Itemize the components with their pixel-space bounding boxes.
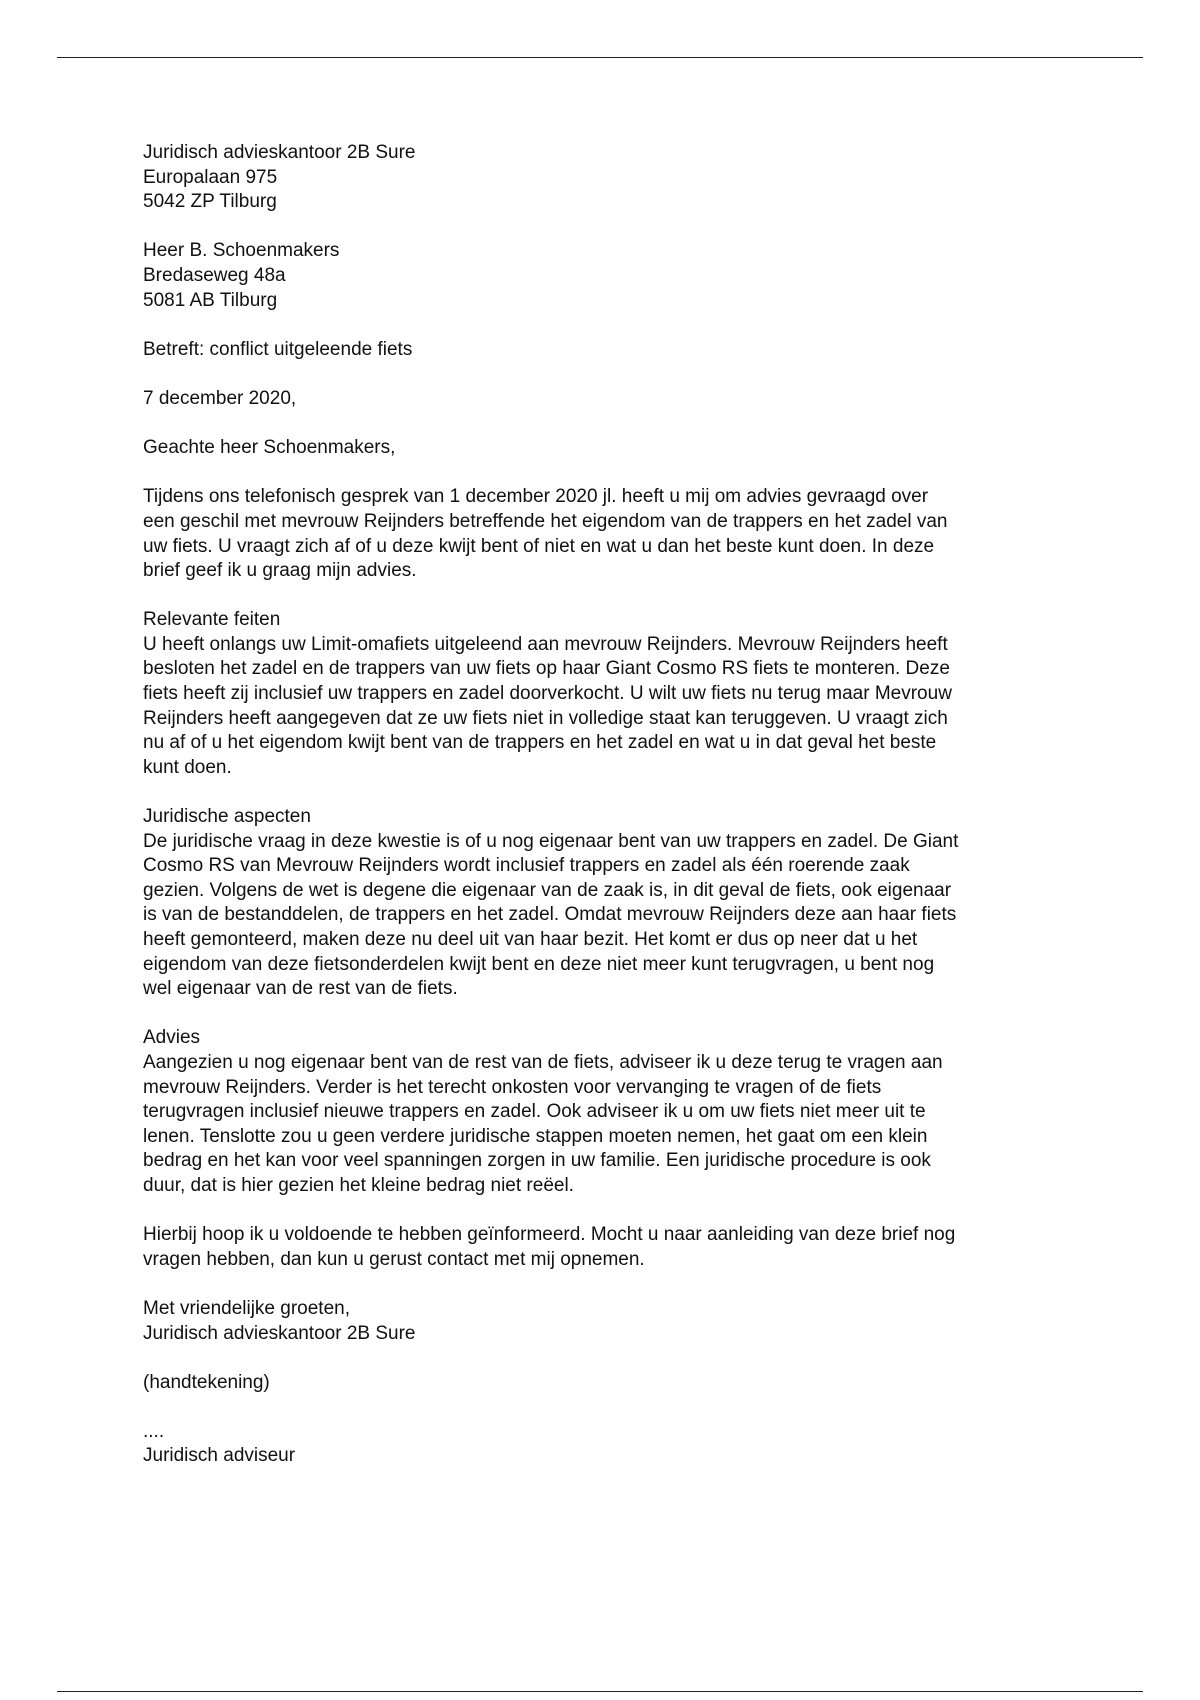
paragraph-line: een geschil met mevrouw Reijnders betreffende het eigendom van de trappers en het zadel van xyxy=(143,510,948,532)
advice-section xyxy=(143,1026,1073,1198)
paragraph-line: kunt doen. xyxy=(143,756,232,778)
date-text: 7 december 2020, xyxy=(143,387,297,409)
salutation xyxy=(143,436,1073,461)
paragraph-line: bedrag en het kan voor veel spanningen zorgen in uw familie. Een juridische procedure is ook xyxy=(143,1150,931,1172)
paragraph-line: wel eigenaar van de rest van de fiets. xyxy=(143,978,458,1000)
signature-text: (handtekening) xyxy=(143,1371,270,1393)
intro-paragraph xyxy=(143,485,1073,583)
paragraph-line: brief geef ik u graag mijn advies. xyxy=(143,560,417,582)
paragraph-line: uw fiets. U vraagt zich af of u deze kwijt bent of niet en wat u dan het beste kunt doen. In deze xyxy=(143,535,935,557)
signer-dots: .... xyxy=(143,1420,165,1442)
recipient-city: 5081 AB Tilburg xyxy=(143,289,278,311)
top-rule xyxy=(57,57,1143,58)
paragraph-line: nu af of u het eigendom kwijt bent van de trappers en het zadel en wat u in dat geval het beste xyxy=(143,732,937,754)
letter-date xyxy=(143,387,1073,412)
paragraph-line: De juridische vraag in deze kwestie is of u nog eigenaar bent van uw trappers en zadel. De Giant xyxy=(143,830,959,852)
paragraph-line: besloten het zadel en de trappers van uw fiets op haar Giant Cosmo RS fiets te monteren. Deze xyxy=(143,658,950,680)
section-heading-advice: Advies xyxy=(143,1027,201,1049)
sender-address xyxy=(143,141,1073,215)
paragraph-line: duur, dat is hier gezien het kleine bedrag niet reëel. xyxy=(143,1174,574,1196)
paragraph-line: Aangezien u nog eigenaar bent van de rest van de fiets, adviseer ik u deze terug te vragen aan xyxy=(143,1051,943,1073)
closing-paragraph xyxy=(143,1223,1073,1272)
letter-body xyxy=(143,141,1073,1494)
paragraph-line: heeft gemonteerd, maken deze nu deel uit van haar bezit. Het komt er dus op neer dat u het xyxy=(143,929,918,950)
company-name: Juridisch advieskantoor 2B Sure xyxy=(143,1322,416,1344)
signature-placeholder xyxy=(143,1371,1073,1396)
signoff-greeting xyxy=(143,1297,1073,1346)
paragraph-line: mevrouw Reijnders. Verder is het terecht onkosten voor vervanging te vragen of de fiets xyxy=(143,1076,882,1098)
signer-block xyxy=(143,1420,1073,1469)
paragraph-line: lenen. Tenslotte zou u geen verdere juridische stappen moeten nemen, het gaat om een klein xyxy=(143,1125,928,1147)
sender-city: 5042 ZP Tilburg xyxy=(143,191,277,213)
section-heading-legal: Juridische aspecten xyxy=(143,806,311,828)
signer-title: Juridisch adviseur xyxy=(143,1445,296,1467)
section-heading-facts: Relevante feiten xyxy=(143,609,281,631)
paragraph-line: fiets heeft zij inclusief uw trappers en zadel doorverkocht. U wilt uw fiets nu terug maar Mevrouw xyxy=(143,683,952,705)
recipient-name: Heer B. Schoenmakers xyxy=(143,240,340,262)
subject-line xyxy=(143,338,1073,363)
paragraph-line: is van de bestanddelen, de trappers en het zadel. Omdat mevrouw Reijnders deze aan haar fiets xyxy=(143,904,957,926)
recipient-street: Bredaseweg 48a xyxy=(143,264,286,286)
paragraph-line: Tijdens ons telefonisch gesprek van 1 december 2020 jl. heeft u mij om advies gevraagd over xyxy=(143,486,929,508)
bottom-rule xyxy=(57,1691,1143,1692)
subject-text: Betreft: conflict uitgeleende fiets xyxy=(143,338,413,360)
sender-name: Juridisch advieskantoor 2B Sure xyxy=(143,142,416,163)
sender-street: Europalaan 975 xyxy=(143,166,278,188)
facts-section xyxy=(143,608,1073,780)
paragraph-line: gezien. Volgens de wet is degene die eigenaar van de zaak is, in dit geval de fiets, ook eigenaar xyxy=(143,879,952,901)
paragraph-line: Reijnders heeft aangegeven dat ze uw fiets niet in volledige staat kan teruggeven. U vraagt zich xyxy=(143,707,948,729)
paragraph-line: vragen hebben, dan kun u gerust contact met mij opnemen. xyxy=(143,1248,645,1270)
recipient-address xyxy=(143,239,1073,313)
salutation-text: Geachte heer Schoenmakers, xyxy=(143,437,396,459)
paragraph-line: Hierbij hoop ik u voldoende te hebben geïnformeerd. Mocht u naar aanleiding van deze brief nog xyxy=(143,1224,956,1246)
paragraph-line: U heeft onlangs uw Limit-omafiets uitgeleend aan mevrouw Reijnders. Mevrouw Reijnders heeft xyxy=(143,633,948,655)
legal-section xyxy=(143,805,1073,1002)
paragraph-line: Cosmo RS van Mevrouw Reijnders wordt inclusief trappers en zadel als één roerende zaak xyxy=(143,855,910,877)
greeting-text: Met vriendelijke groeten, xyxy=(143,1297,350,1319)
paragraph-line: terugvragen inclusief nieuwe trappers en zadel. Ook adviseer ik u om uw fiets niet meer uit te xyxy=(143,1101,926,1123)
paragraph-line: eigendom van deze fietsonderdelen kwijt bent en deze niet meer kunt terugvragen, u bent nog xyxy=(143,953,935,975)
